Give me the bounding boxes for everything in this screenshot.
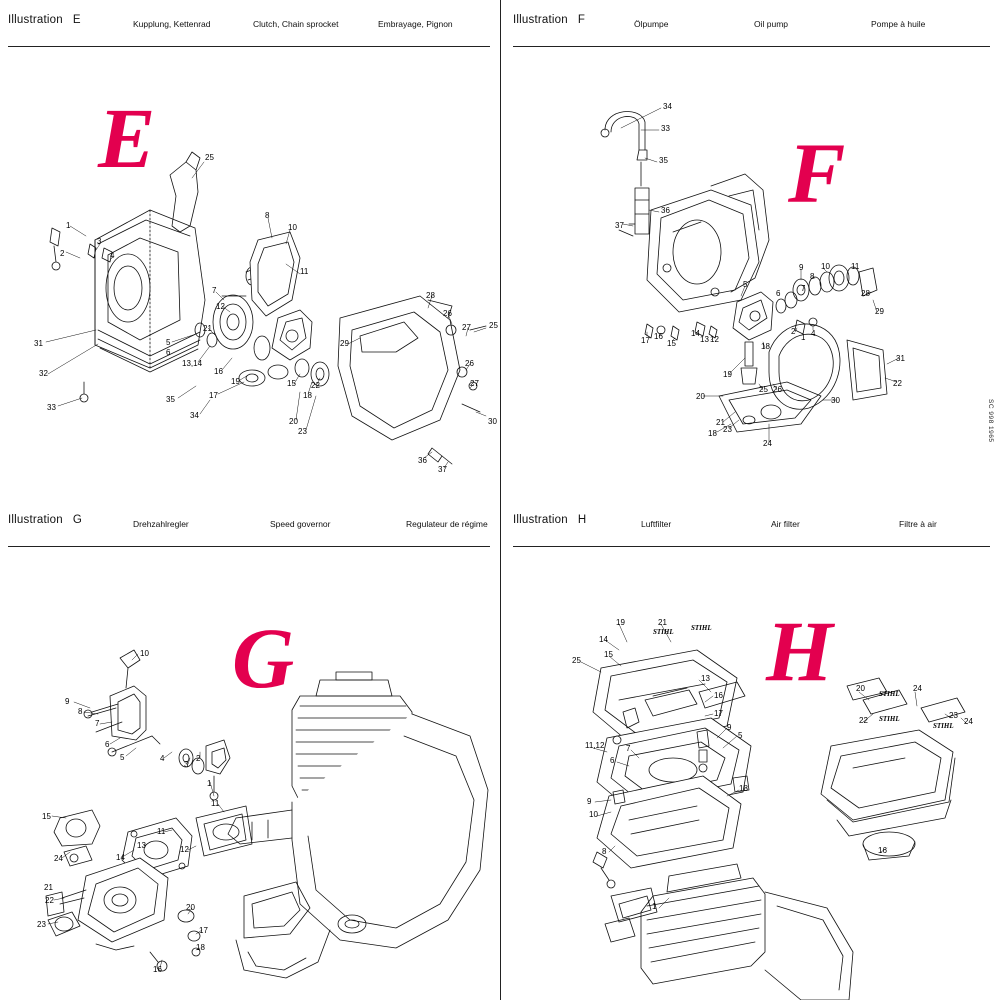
callout: 21 [658,618,667,627]
callout: 23 [298,427,307,436]
panel-illustration-h [500,500,1000,1000]
callout: 15 [42,812,51,821]
callout: 5 [120,753,125,762]
callout: 26 [443,309,452,318]
callout: 19 [231,377,240,386]
callout: 1 [652,902,657,911]
callout: 27 [462,323,471,332]
callout: 18 [761,342,770,351]
callout: 10 [589,810,598,819]
callout: 9 [799,263,804,272]
panel-g-title-en: Speed governor [270,519,331,529]
sheet-side-code: SC 998 1965 [987,398,994,442]
callout: 14 [116,853,125,862]
callout: 37 [438,465,447,474]
illustration-word: Illustration [8,514,63,526]
callout: 16 [714,691,723,700]
callout: 23 [949,711,958,720]
callout: 8 [810,272,815,281]
callout: 13 [700,335,709,344]
brand-tag: STIHL [653,628,674,636]
callout: 18 [739,784,748,793]
callout: 5 [166,338,171,347]
callout: 1 [66,221,71,230]
panel-illustration-g [0,500,500,1000]
callout: 11 [211,799,220,808]
panel-e-title-en: Clutch, Chain sprocket [253,19,339,29]
panel-f-watermark-letter: F [788,125,846,221]
callout: 14 [691,329,700,338]
callout: 12 [180,845,189,854]
callout: 16 [214,367,223,376]
illustration-letter: E [72,14,81,26]
callout: 33 [47,403,56,412]
brand-tag: STIHL [933,722,954,730]
callout: 18 [303,391,312,400]
illustration-word: Illustration [8,14,63,26]
callout: 9 [727,723,732,732]
callout: 16 [878,846,887,855]
callout: 9 [587,797,592,806]
panel-g-title-fr: Regulateur de régime [406,519,488,529]
panel-f-title-en: Oil pump [754,19,789,29]
callout: 15 [287,379,296,388]
callout: 6 [610,756,615,765]
illustration-letter: F [577,14,586,26]
callout: 23 [723,425,732,434]
callout: 17 [641,336,650,345]
panel-g-title-de: Drehzahlregler [133,519,189,529]
callout: 29 [340,339,349,348]
callout: 29 [875,307,884,316]
callout: 36 [418,456,427,465]
panel-h-title-fr: Filtre à air [899,519,937,529]
callout: 7 [95,719,100,728]
callout: 13 [137,841,146,850]
callout: 13 [701,674,710,683]
panel-h-artwork [501,500,1000,1000]
panel-f-title-de: Ölpumpe [634,19,669,29]
callout: 5 [743,280,748,289]
callout: 25 [489,321,498,330]
callout: 25 [572,656,581,665]
callout: 24 [763,439,772,448]
panel-f-title-fr: Pompe à huile [871,19,926,29]
panel-g-artwork [0,500,500,1000]
illustration-letter: H [577,514,587,526]
callout: 2 [196,754,201,763]
callout: 11 [851,262,860,271]
callout: 24 [913,684,922,693]
callout: 30 [831,396,840,405]
callout: 11,12 [585,741,605,750]
callout: 8 [602,847,607,856]
callout: 37 [615,221,624,230]
brand-tag: STIHL [879,715,900,723]
callout: 30 [488,417,497,426]
panel-e-title-de: Kupplung, Kettenrad [133,19,211,29]
callout: 6 [166,348,171,357]
callout: 23 [37,920,46,929]
callout: 12 [710,335,719,344]
callout: 31 [896,354,905,363]
callout: 24 [964,717,973,726]
callout: 28 [861,289,870,298]
callout: 35 [166,395,175,404]
callout: 11 [157,827,166,836]
brand-tag: STIHL [691,624,712,632]
callout: 16 [153,965,162,974]
panel-h-title-de: Luftfilter [641,519,672,529]
callout: 21 [44,883,53,892]
callout: 22 [859,716,868,725]
callout: 14 [599,635,608,644]
callout: 7 [626,744,631,753]
callout: 10 [140,649,149,658]
callout: 3 [97,237,102,246]
callout: 34 [663,102,672,111]
panel-illustration-e [0,0,500,500]
callout: 17 [199,926,208,935]
callout: 19 [616,618,625,627]
callout: 19 [723,370,732,379]
callout: 10 [288,223,297,232]
callout: 3 [184,760,189,769]
callout: 2 [791,327,796,336]
callout: 20 [856,684,865,693]
callout: 16 [654,332,663,341]
callout: 20 [289,417,298,426]
callout: 26 [465,359,474,368]
callout: 13,14 [182,359,203,368]
panel-e-artwork [0,0,500,500]
callout: 1 [207,779,212,788]
callout: 11 [300,267,309,276]
callout: 8 [78,707,83,716]
panel-e-watermark-letter: E [98,90,156,186]
callout: 15 [667,339,676,348]
callout: 18 [708,429,717,438]
callout: 21 [716,418,725,427]
callout: 21 [203,324,212,333]
panel-illustration-f [500,0,1000,500]
callout: 22 [311,381,320,390]
panel-h-title-en: Air filter [771,519,800,529]
callout: 32 [39,369,48,378]
callout: 5 [738,731,743,740]
callout: 15 [604,650,613,659]
callout: 34 [190,411,199,420]
illustration-word: Illustration [513,14,568,26]
callout: 26 [773,385,782,394]
panel-f-artwork [501,0,1000,500]
illustration-word: Illustration [513,514,568,526]
callout: 35 [659,156,668,165]
callout: 12 [216,302,225,311]
callout: 4 [160,754,165,763]
callout: 36 [661,206,670,215]
callout: 6 [776,289,781,298]
callout: 17 [714,709,723,718]
panel-e-title-fr: Embrayage, Pignon [378,19,453,29]
callout: 17 [209,391,218,400]
callout: 20 [696,392,705,401]
callout: 27 [470,379,479,388]
callout: 4 [110,251,115,260]
callout: 33 [661,124,670,133]
brand-tag: STIHL [879,690,900,698]
callout: 8 [265,211,270,220]
callout: 18 [196,943,205,952]
callout: 22 [893,379,902,388]
callout: 10 [821,262,830,271]
callout: 6 [105,740,110,749]
panel-g-watermark-letter: G [232,610,295,706]
callout: 20 [186,903,195,912]
callout: 7 [801,284,806,293]
callout: 9 [65,697,70,706]
callout: 4 [811,329,816,338]
callout: 7 [212,286,217,295]
panel-h-watermark-letter: H [766,603,833,699]
callout: 25 [759,385,768,394]
callout: 25 [205,153,214,162]
illustration-letter: G [72,514,82,526]
callout: 22 [45,896,54,905]
callout: 28 [426,291,435,300]
callout: 31 [34,339,43,348]
callout: 1 [801,333,806,342]
callout: 24 [54,854,63,863]
callout: 2 [60,249,65,258]
